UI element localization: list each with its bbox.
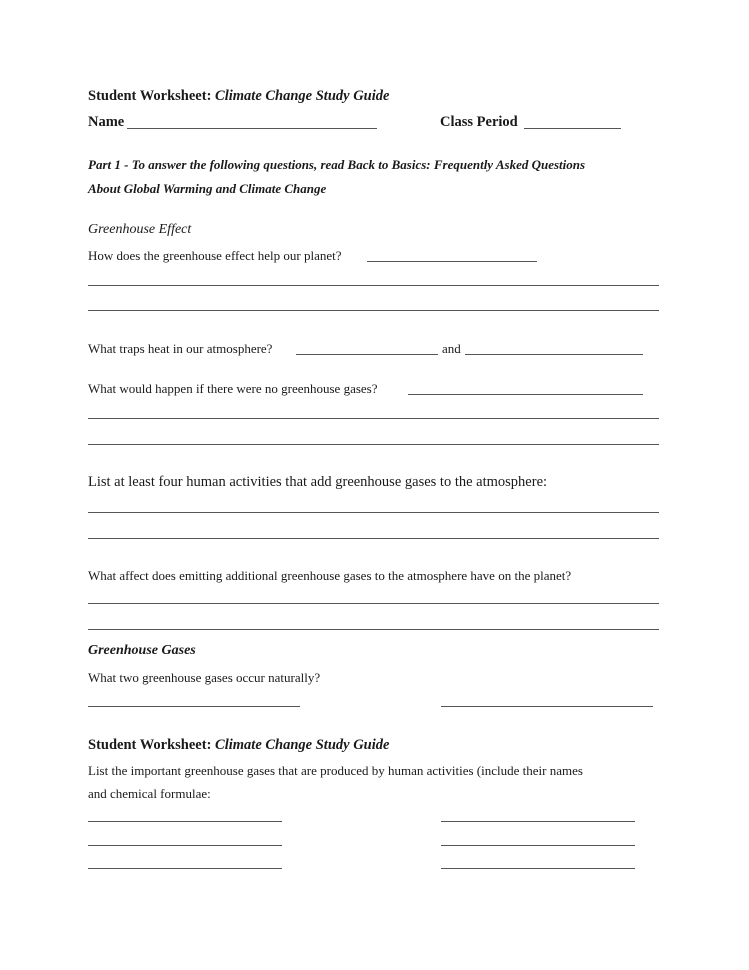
answer-line[interactable] xyxy=(88,868,282,869)
worksheet-title-repeat xyxy=(88,737,389,754)
part1-instructions-line1: Part 1 - To answer the following questions, read Back to Basics: Frequently Asked Questions xyxy=(88,157,586,172)
class-period-field xyxy=(440,114,518,131)
answer-line[interactable] xyxy=(88,629,659,630)
answer-line[interactable] xyxy=(88,706,300,707)
title-prefix: Student Worksheet: xyxy=(88,88,216,104)
question-traps-heat: What traps heat in our atmosphere? xyxy=(88,341,273,356)
name-input-line[interactable] xyxy=(127,128,377,129)
greenhouse-gases-heading: Greenhouse Gases xyxy=(88,643,196,658)
answer-line[interactable] xyxy=(88,285,659,286)
part1-instructions-line2: About Global Warming and Climate Change xyxy=(88,181,327,196)
answer-line[interactable] xyxy=(88,310,659,311)
question-human-activities: List at least four human activities that add greenhouse gases to the atmosphere: xyxy=(88,474,548,490)
question-human-gases-line1: List the important greenhouse gases that are produced by human activities (include their names xyxy=(88,763,583,778)
worksheet-title xyxy=(88,88,389,105)
answer-line[interactable] xyxy=(408,394,643,395)
answer-line[interactable] xyxy=(441,706,653,707)
question-no-greenhouse-gases: What would happen if there were no greenhouse gases? xyxy=(88,381,378,396)
question-additional-emissions: What affect does emitting additional greenhouse gases to the atmosphere have on the planet? xyxy=(88,568,572,583)
name-label: Name xyxy=(88,114,125,130)
answer-line[interactable] xyxy=(88,821,282,822)
answer-line[interactable] xyxy=(441,821,635,822)
answer-line[interactable] xyxy=(367,261,537,262)
and-label: and xyxy=(442,341,461,356)
class-period-label: Class Period xyxy=(440,114,518,130)
answer-line[interactable] xyxy=(88,512,659,513)
answer-line[interactable] xyxy=(88,418,659,419)
title-italic: Climate Change Study Guide xyxy=(215,737,390,753)
answer-line[interactable] xyxy=(88,444,659,445)
answer-line[interactable] xyxy=(441,868,635,869)
answer-line[interactable] xyxy=(296,354,438,355)
answer-line[interactable] xyxy=(441,845,635,846)
question-natural-gases: What two greenhouse gases occur naturally? xyxy=(88,670,321,685)
answer-line[interactable] xyxy=(88,603,659,604)
title-prefix: Student Worksheet: xyxy=(88,737,216,753)
answer-line[interactable] xyxy=(465,354,643,355)
answer-line[interactable] xyxy=(88,845,282,846)
class-period-input-line[interactable] xyxy=(524,128,621,129)
question-greenhouse-help: How does the greenhouse effect help our planet? xyxy=(88,248,342,263)
greenhouse-effect-heading: Greenhouse Effect xyxy=(88,222,192,237)
title-italic: Climate Change Study Guide xyxy=(215,88,390,104)
question-human-gases-line2: and chemical formulae: xyxy=(88,786,211,801)
name-field xyxy=(88,114,124,131)
answer-line[interactable] xyxy=(88,538,659,539)
